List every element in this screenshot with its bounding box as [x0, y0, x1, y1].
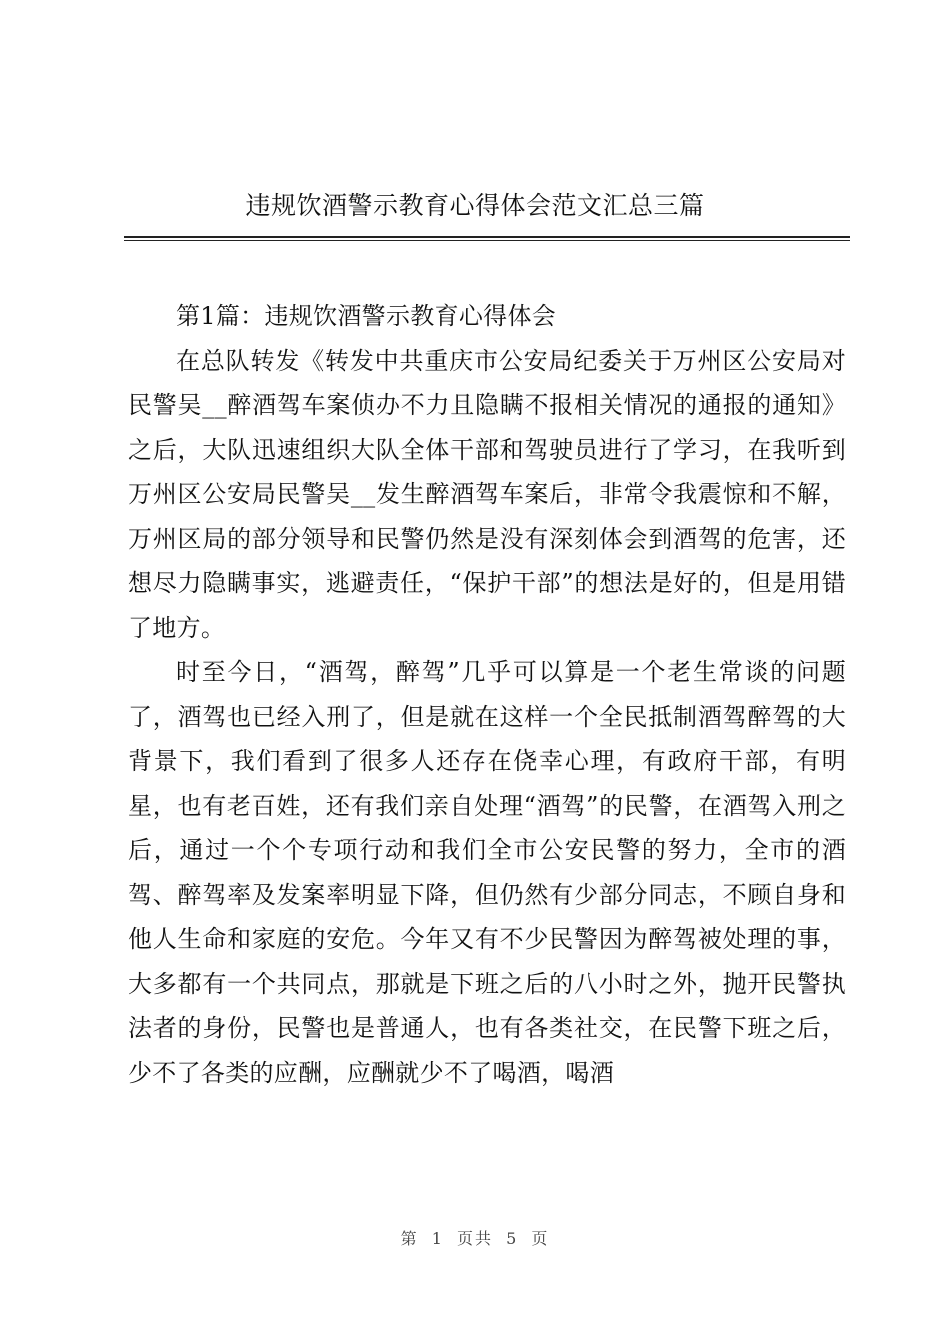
document-body — [128, 294, 846, 1095]
paragraph-2: 时至今日，“酒驾，醉驾”几乎可以算是一个老生常谈的问题了，酒驾也已经入刑了，但是就在这样一个全民抵制酒驾醉驾的大背景下，我们看到了很多人还存在侥幸心理，有政府干部，有明星，也有老百姓，还有我们亲自处理“酒驾”的民警，在酒驾入刑之后，通过一个个专项行动和我们全市公安民警的努力，全市的酒驾、醉驾率及发案率明显下降，但仍然有少部分同志，不顾自身和他人生命和家庭的安危。今年又有不少民警因为醉驾被处理的事，大多都有一个共同点，那就是下班之后的八小时之外，抛开民警执法者的身份，民警也是普通人，也有各类社交，在民警下班之后，少不了各类的应酬，应酬就少不了喝酒，喝酒 — [128, 658, 846, 1087]
document-title: 违规饮酒警示教育心得体会范文汇总三篇 — [245, 191, 705, 220]
paragraph-1: 在总队转发《转发中共重庆市公安局纪委关于万州区公安局对民警吴__醉酒驾车案侦办不力且隐瞒不报相关情况的通报的通知》之后，大队迅速组织大队全体干部和驾驶员进行了学习，在我听到万州区公安局民警吴__发生醉酒驾车案后，非常令我震惊和不解，万州区局的部分领导和民警仍然是没有深刻体会到酒驾的危害，还想尽力隐瞒事实，逃避责任，“保护干部”的想法是好的，但是用错了地方。 — [128, 346, 846, 642]
page-number-footer: 第 1 页共 5 页 — [400, 1229, 550, 1248]
title-underline — [124, 236, 850, 241]
section-heading: 第1篇：违规饮酒警示教育心得体会 — [176, 302, 557, 330]
